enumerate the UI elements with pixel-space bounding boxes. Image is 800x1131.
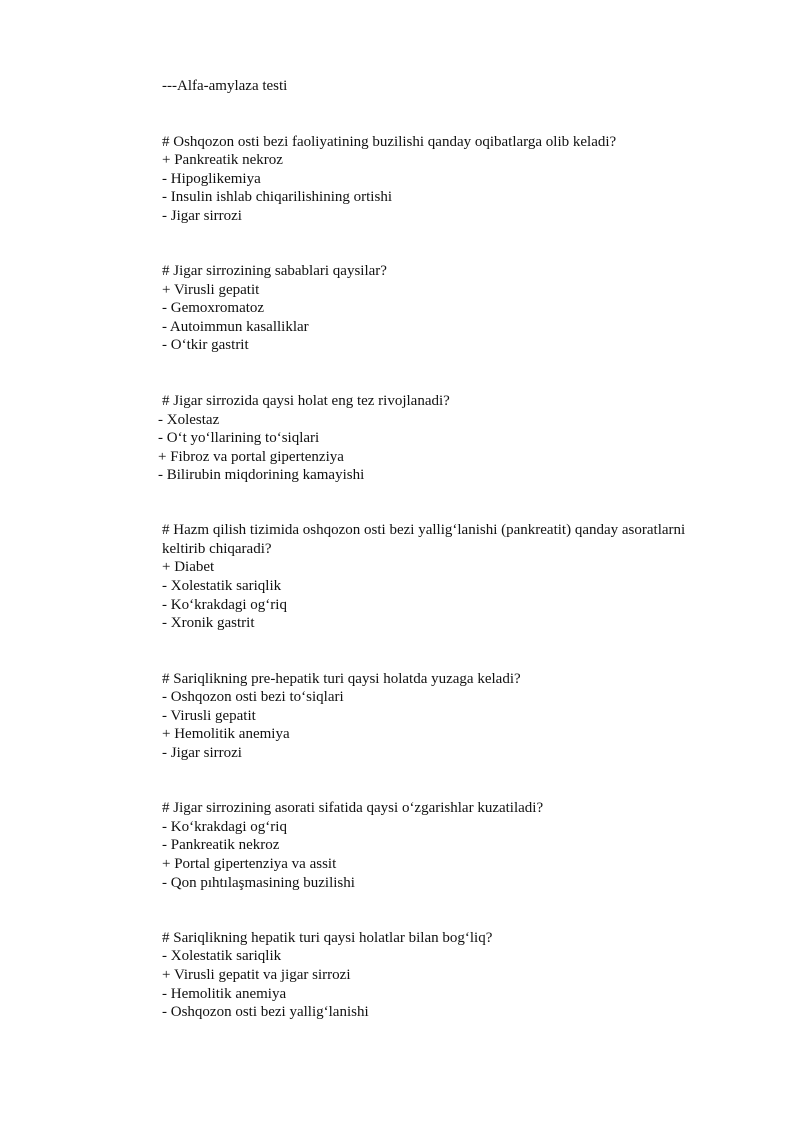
q4-option-3: - Ko‘krakdagi og‘riq bbox=[162, 597, 287, 613]
q2-option-3: - Autoimmun kasalliklar bbox=[162, 319, 309, 335]
q7-option-2: + Virusli gepatit va jigar sirrozi bbox=[162, 967, 351, 983]
q2-option-2: - Gemoxromatoz bbox=[162, 300, 265, 316]
q1-option-1: + Pankreatik nekroz bbox=[162, 152, 283, 168]
question-4: # Hazm qilish tizimida oshqozon osti bezi yallig‘lanishi (pankreatit) qanday asoratlarni bbox=[162, 522, 686, 538]
question-6: # Jigar sirrozining asorati sifatida qaysi o‘zgarishlar kuzatiladi? bbox=[162, 800, 544, 816]
question-1: # Oshqozon osti bezi faoliyatining buzilishi qanday oqibatlarga olib keladi? bbox=[162, 134, 617, 150]
q6-option-3: + Portal gipertenziya va assit bbox=[162, 856, 337, 872]
q2-option-1: + Virusli gepatit bbox=[162, 282, 260, 298]
q5-option-3: + Hemolitik anemiya bbox=[162, 726, 290, 742]
question-4-continued: keltirib chiqaradi? bbox=[162, 541, 272, 557]
q7-option-4: - Oshqozon osti bezi yallig‘lanishi bbox=[162, 1004, 369, 1020]
q3-option-2: - O‘t yo‘llarining to‘siqlari bbox=[158, 430, 320, 446]
q6-option-1: - Ko‘krakdagi og‘riq bbox=[162, 819, 287, 835]
q4-option-2: - Xolestatik sariqlik bbox=[162, 578, 282, 594]
q5-option-4: - Jigar sirrozi bbox=[162, 745, 242, 761]
q3-option-4: - Bilirubin miqdorining kamayishi bbox=[158, 467, 365, 483]
q6-option-2: - Pankreatik nekroz bbox=[162, 837, 280, 853]
question-3: # Jigar sirrozida qaysi holat eng tez rivojlanadi? bbox=[162, 393, 450, 409]
q2-option-4: - O‘tkir gastrit bbox=[162, 337, 249, 353]
q3-option-1: - Xolestaz bbox=[158, 412, 220, 428]
q6-option-4: - Qon pıhtılaşmasining buzilishi bbox=[162, 875, 355, 891]
q7-option-1: - Xolestatik sariqlik bbox=[162, 948, 282, 964]
question-7: # Sariqlikning hepatik turi qaysi holatlar bilan bog‘liq? bbox=[162, 930, 493, 946]
q1-option-3: - Insulin ishlab chiqarilishining ortishi bbox=[162, 189, 392, 205]
q5-option-2: - Virusli gepatit bbox=[162, 708, 256, 724]
question-5: # Sariqlikning pre-hepatik turi qaysi holatda yuzaga keladi? bbox=[162, 671, 521, 687]
q1-option-4: - Jigar sirrozi bbox=[162, 208, 242, 224]
question-2: # Jigar sirrozining sabablari qaysilar? bbox=[162, 263, 387, 279]
q1-option-2: - Hipoglikemiya bbox=[162, 171, 261, 187]
q5-option-1: - Oshqozon osti bezi to‘siqlari bbox=[162, 689, 344, 705]
q7-option-3: - Hemolitik anemiya bbox=[162, 986, 287, 1002]
q4-option-4: - Xronik gastrit bbox=[162, 615, 255, 631]
q3-option-3: + Fibroz va portal gipertenziya bbox=[158, 449, 344, 465]
intro-line: ---Alfa-amylaza testi bbox=[162, 78, 288, 94]
q4-option-1: + Diabet bbox=[162, 559, 215, 575]
